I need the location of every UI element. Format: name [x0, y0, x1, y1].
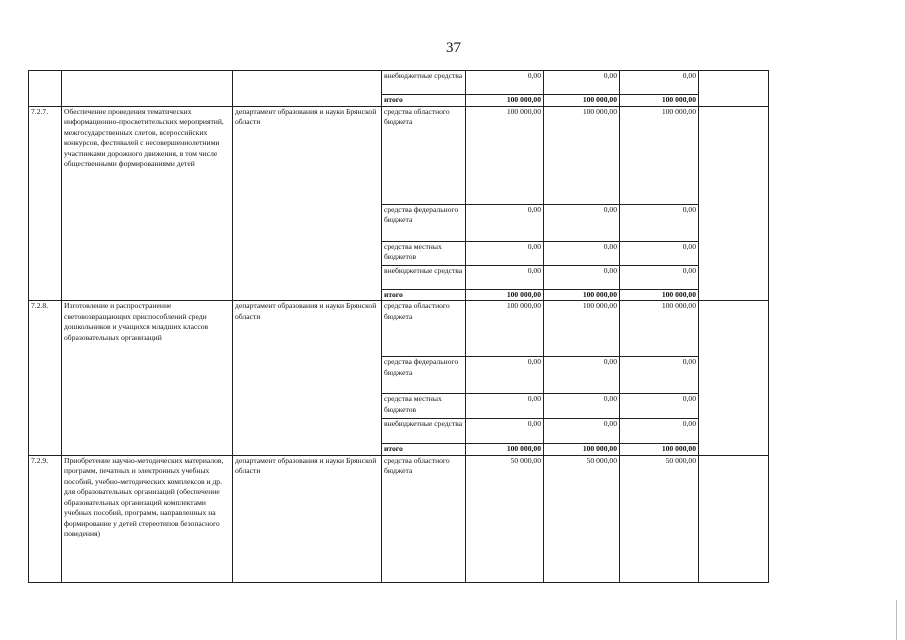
- code-cell: 7.2.9.: [29, 455, 62, 582]
- executor-cell: департамент образования и науки Брянской области: [233, 106, 382, 301]
- table-row: [29, 106, 769, 204]
- value-cell: 0,00: [544, 394, 620, 419]
- value-cell: 0,00: [620, 204, 699, 241]
- source-cell: средства областного бюджета: [382, 455, 466, 582]
- code-cell: 7.2.8.: [29, 301, 62, 456]
- value-cell: 100 000,00: [544, 301, 620, 357]
- value-cell: 0,00: [620, 241, 699, 265]
- value-cell: 100 000,00: [466, 106, 544, 204]
- value-cell: 100 000,00: [544, 95, 620, 107]
- scan-edge-mark: [896, 600, 897, 640]
- source-cell: внебюджетные средства: [382, 71, 466, 95]
- empty-cell: [699, 455, 769, 582]
- value-cell: 0,00: [466, 419, 544, 444]
- empty-cell: [699, 301, 769, 456]
- name-cell: Изготовление и распространение световозвращающих приспособлений среди дошкольников и учащихся младших классов образовательных организаций: [62, 301, 233, 456]
- value-cell: 50 000,00: [544, 455, 620, 582]
- empty-cell: [699, 71, 769, 107]
- value-cell: 0,00: [466, 71, 544, 95]
- page-number: 37: [446, 40, 461, 56]
- executor-cell: департамент образования и науки Брянской области: [233, 301, 382, 456]
- source-cell: средства местных бюджетов: [382, 241, 466, 265]
- value-cell: 0,00: [466, 241, 544, 265]
- source-cell: итого: [382, 95, 466, 107]
- source-cell: итого: [382, 289, 466, 301]
- value-cell: 50 000,00: [620, 455, 699, 582]
- value-cell: 100 000,00: [620, 444, 699, 456]
- budget-table: [28, 70, 769, 583]
- value-cell: 0,00: [620, 419, 699, 444]
- source-cell: внебюджетные средства: [382, 419, 466, 444]
- source-cell: средства федерального бюджета: [382, 204, 466, 241]
- value-cell: 100 000,00: [466, 289, 544, 301]
- value-cell: 100 000,00: [544, 444, 620, 456]
- code-cell: [29, 71, 62, 107]
- value-cell: 100 000,00: [544, 289, 620, 301]
- value-cell: 100 000,00: [620, 301, 699, 357]
- name-cell: [62, 71, 233, 107]
- value-cell: 0,00: [466, 357, 544, 394]
- value-cell: 0,00: [544, 241, 620, 265]
- value-cell: 0,00: [544, 419, 620, 444]
- value-cell: 0,00: [544, 204, 620, 241]
- empty-cell: [699, 106, 769, 301]
- value-cell: 0,00: [620, 71, 699, 95]
- source-cell: средства областного бюджета: [382, 301, 466, 357]
- source-cell: средства областного бюджета: [382, 106, 466, 204]
- value-cell: 0,00: [544, 265, 620, 289]
- value-cell: 100 000,00: [466, 444, 544, 456]
- value-cell: 0,00: [466, 265, 544, 289]
- source-cell: средства федерального бюджета: [382, 357, 466, 394]
- value-cell: 0,00: [544, 357, 620, 394]
- value-cell: 100 000,00: [620, 289, 699, 301]
- value-cell: 0,00: [544, 71, 620, 95]
- value-cell: 100 000,00: [466, 301, 544, 357]
- value-cell: 0,00: [466, 204, 544, 241]
- executor-cell: департамент образования и науки Брянской области: [233, 455, 382, 582]
- code-cell: 7.2.7.: [29, 106, 62, 301]
- value-cell: 0,00: [620, 394, 699, 419]
- table-row: [29, 455, 769, 582]
- executor-cell: [233, 71, 382, 107]
- table-row: [29, 71, 769, 95]
- name-cell: Приобретение научно-методических материалов, программ, печатных и электронных учебных пособий, учебно-методических комплексов и др. для образовательных организаций (обеспечение образовательных организаций комплектами учебных пособий, программ, направленных на формирование у детей стереотипов безопасного поведения): [62, 455, 233, 582]
- source-cell: внебюджетные средства: [382, 265, 466, 289]
- value-cell: 100 000,00: [620, 106, 699, 204]
- value-cell: 100 000,00: [620, 95, 699, 107]
- value-cell: 100 000,00: [466, 95, 544, 107]
- name-cell: Обеспечение проведения тематических информационно-просветительских мероприятий, межгосударственных слетов, всероссийских конкурсов, фестивалей с несовершеннолетними участниками дорожного движения, в том числе общественными формированиями детей: [62, 106, 233, 301]
- source-cell: средства местных бюджетов: [382, 394, 466, 419]
- value-cell: 0,00: [620, 357, 699, 394]
- table-row: [29, 301, 769, 357]
- value-cell: 0,00: [466, 394, 544, 419]
- source-cell: итого: [382, 444, 466, 456]
- value-cell: 50 000,00: [466, 455, 544, 582]
- value-cell: 0,00: [620, 265, 699, 289]
- value-cell: 100 000,00: [544, 106, 620, 204]
